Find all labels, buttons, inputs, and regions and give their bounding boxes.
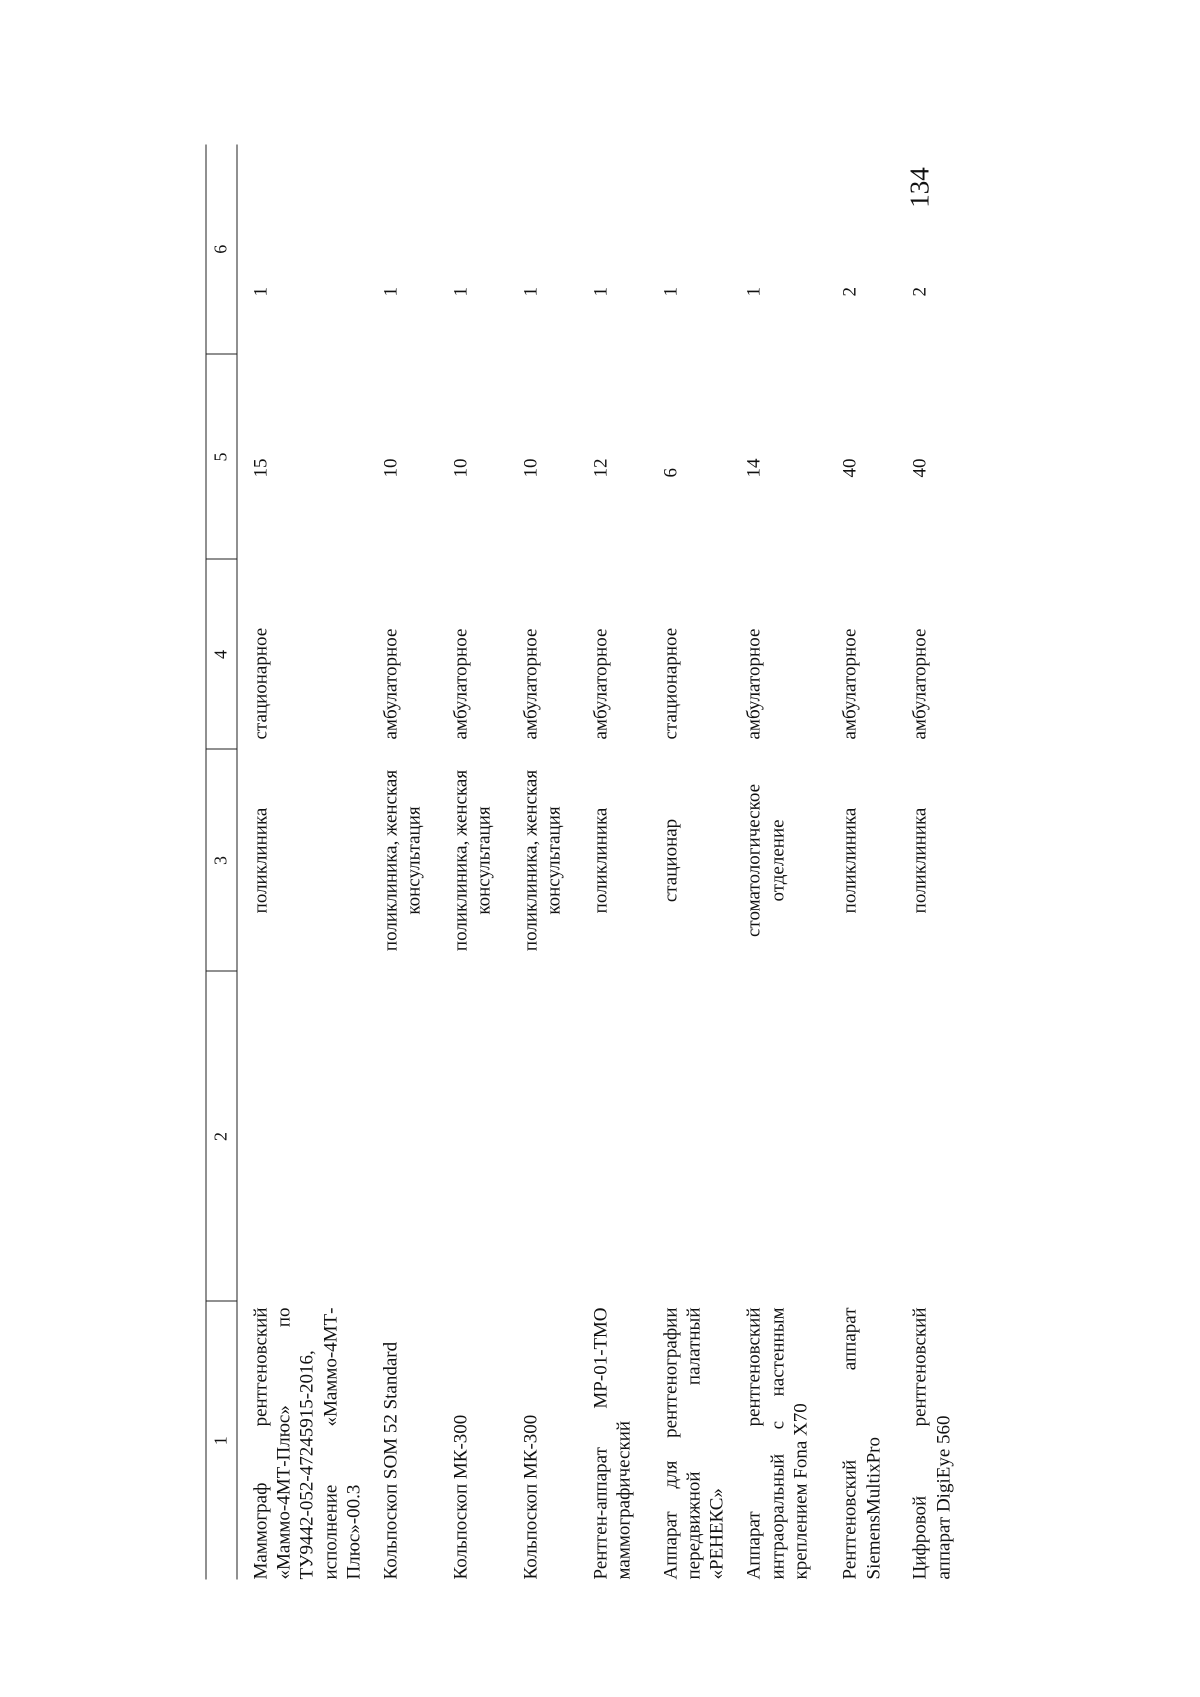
- equipment-table-container: [206, 145, 955, 1580]
- equipment-table: [206, 145, 956, 1580]
- value-cell: 6: [660, 468, 682, 478]
- equipment-name-cell: Аппарат рентгеновский интраоральный с настенным креплением Fona X70: [743, 1307, 812, 1580]
- column-2-cell: [365, 972, 435, 1302]
- care-type-cell: амбулаторное: [380, 628, 402, 740]
- care-type-cell: стационарное: [660, 627, 682, 740]
- equipment-name-cell: Кольпоскоп МК-300: [520, 1414, 542, 1580]
- column-2-cell: [237, 972, 365, 1302]
- care-type-cell: амбулаторное: [909, 628, 931, 740]
- quantity-cell: 1: [660, 287, 682, 297]
- table-row: [645, 145, 729, 1580]
- table-row: [825, 145, 895, 1580]
- column-header: 4: [206, 560, 237, 750]
- column-number-row: [206, 145, 237, 1580]
- equipment-name-cell: Цифровой рентгеновский аппарат DigiEye 560: [909, 1307, 955, 1580]
- equipment-name-cell: Маммограф рентгеновский «Маммо-4МТ-Плюс» по ТУ9442-052-47245915-2016, исполнение «Маммо-4МТ-Плюс»-00.3: [250, 1307, 365, 1580]
- value-cell: 10: [520, 458, 542, 478]
- quantity-cell: 1: [590, 287, 612, 297]
- department-cell: поликлиника: [250, 807, 272, 914]
- value-cell: 40: [839, 458, 861, 478]
- equipment-name-cell: Кольпоскоп SOM 52 Standard: [380, 1341, 402, 1580]
- quantity-cell: 1: [743, 287, 765, 297]
- equipment-name-cell: Рентген-аппарат МР-01-ТМО маммографический: [590, 1307, 635, 1580]
- value-cell: 15: [250, 458, 272, 478]
- value-cell: 40: [909, 458, 931, 478]
- table-row: [895, 145, 955, 1580]
- quantity-cell: 2: [909, 287, 931, 297]
- department-cell: поликлиника: [590, 807, 612, 914]
- column-2-cell: [645, 972, 729, 1302]
- department-cell: поликлиника, женская консультация: [520, 769, 565, 952]
- value-cell: 14: [743, 458, 765, 478]
- quantity-cell: 1: [450, 287, 472, 297]
- care-type-cell: амбулаторное: [590, 628, 612, 740]
- table-row: [435, 145, 505, 1580]
- value-cell: 10: [380, 458, 402, 478]
- table-row: [505, 145, 575, 1580]
- equipment-name-cell: Аппарат для рентгенографии передвижной палатный «РЕНЕКС»: [660, 1307, 728, 1580]
- care-type-cell: амбулаторное: [520, 628, 542, 740]
- column-header: 3: [206, 750, 237, 972]
- table-header: [206, 145, 237, 1580]
- column-2-cell: [435, 972, 505, 1302]
- department-cell: стационар: [660, 818, 682, 903]
- care-type-cell: амбулаторное: [743, 628, 765, 740]
- column-header: 2: [206, 972, 237, 1302]
- department-cell: стоматологическое отделение: [743, 783, 789, 938]
- quantity-cell: 1: [250, 287, 272, 297]
- column-2-cell: [825, 972, 895, 1302]
- care-type-cell: амбулаторное: [450, 628, 472, 740]
- column-header: 1: [206, 1302, 237, 1580]
- column-2-cell: [729, 972, 825, 1302]
- quantity-cell: 2: [839, 287, 861, 297]
- department-cell: поликлиника, женская консультация: [450, 769, 495, 952]
- quantity-cell: 1: [380, 287, 402, 297]
- table-row: [237, 145, 365, 1580]
- quantity-cell: 1: [520, 287, 542, 297]
- table-row: [365, 145, 435, 1580]
- department-cell: поликлиника: [909, 807, 931, 914]
- column-header: 6: [206, 145, 237, 355]
- care-type-cell: стационарное: [250, 627, 272, 740]
- equipment-name-cell: Кольпоскоп МК-300: [450, 1414, 472, 1580]
- equipment-name-cell: Рентгеновский аппарат SiemensMultixPro: [839, 1307, 885, 1580]
- value-cell: 12: [590, 458, 612, 478]
- column-2-cell: [505, 972, 575, 1302]
- care-type-cell: амбулаторное: [839, 628, 861, 740]
- column-header: 5: [206, 355, 237, 560]
- column-2-cell: [575, 972, 645, 1302]
- value-cell: 10: [450, 458, 472, 478]
- table-body: [237, 145, 955, 1580]
- department-cell: поликлиника, женская консультация: [380, 769, 425, 952]
- table-row: [729, 145, 825, 1580]
- table-row: [575, 145, 645, 1580]
- page-number: 134: [904, 167, 935, 208]
- column-2-cell: [895, 972, 955, 1302]
- department-cell: поликлиника: [839, 807, 861, 914]
